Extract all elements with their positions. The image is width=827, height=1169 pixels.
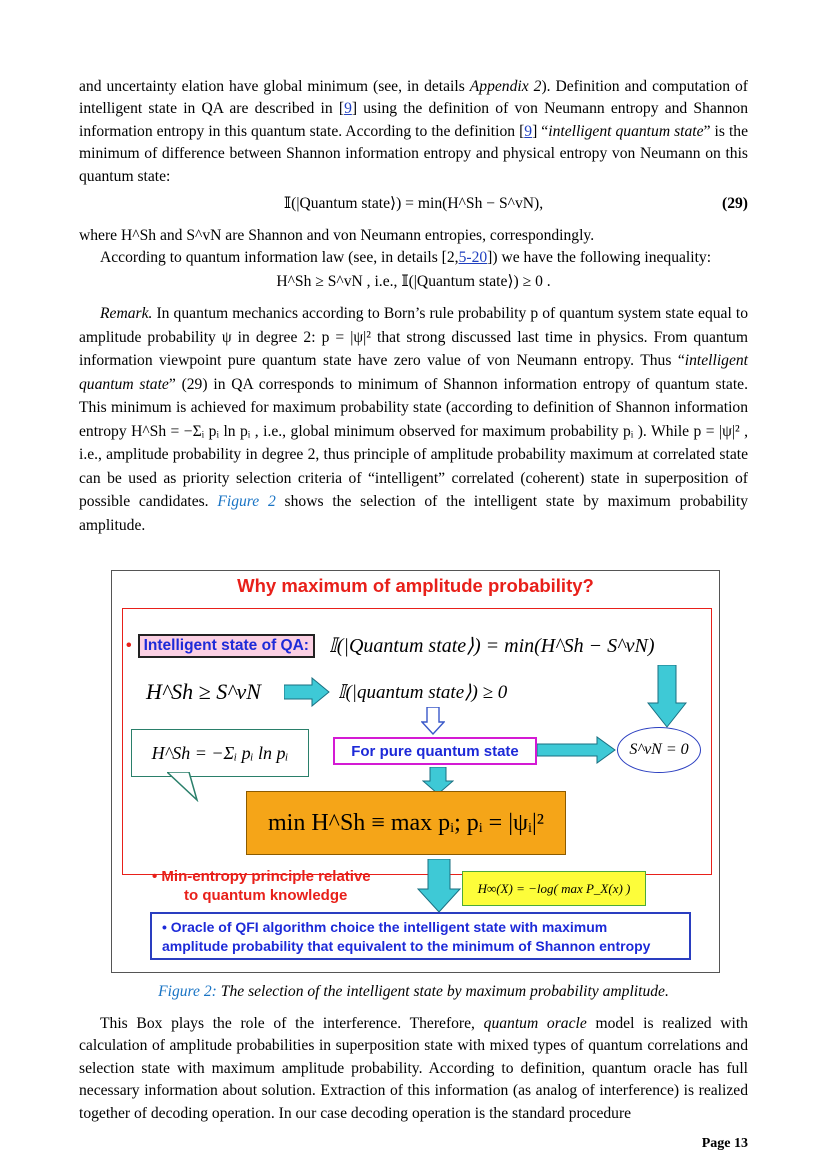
text-segment: In quantum mechanics according to Born’s rule probability p of quantum system state <box>152 305 694 322</box>
callout-tail-icon <box>167 772 207 802</box>
figure-eq-top: 𝕀(|Quantum state⟩) = min(H^Sh − S^vN) <box>328 635 655 657</box>
text-segment: equal to amplitude probability ψ in degree 2: p = |ψ|² that strong discussed last time in physics. From quantum information viewpoint pure quantum state have zero value of von Neumann entropy. Thus “ <box>79 305 749 369</box>
term-quantum-oracle: quantum oracle <box>483 1015 587 1032</box>
figure-eq-mid: 𝕀(|quantum state⟩) ≥ 0 <box>338 682 508 703</box>
intelligent-state-row <box>126 633 655 658</box>
orange-equation: min H^Sh ≡ max pᵢ; pᵢ = |ψᵢ|² <box>268 809 544 836</box>
paragraph-remark <box>79 302 748 537</box>
appendix-ref: Appendix 2 <box>469 78 542 95</box>
arrow-down-icon <box>647 665 687 729</box>
text-segment: ” is the minimum of difference between Shannon information entropy and physical entropy von Neumann on this quantum state: <box>79 122 749 185</box>
bullet: • <box>126 636 132 654</box>
min-entropy-principle <box>152 867 371 905</box>
where-text: where H^Sh and S^vN are Shannon and von Neumann entropies, correspondingly. <box>79 227 595 244</box>
citation-link-9[interactable]: 9 <box>344 100 352 118</box>
text-segment: and uncertainty elation have global minimum (see, in details <box>79 78 470 95</box>
term-intelligent-quantum-state: intelligent quantum state <box>548 122 704 140</box>
caption-label: Figure 2: <box>158 983 217 1000</box>
svn-zero: S^vN = 0 <box>629 741 689 758</box>
inequality-body: H^Sh ≥ S^vN , i.e., 𝕀(|Quantum state⟩) ≥ 0 . <box>276 272 551 290</box>
remark-label: Remark. <box>100 305 153 322</box>
arrow-down-icon <box>417 859 461 913</box>
citation-link-9[interactable]: 9 <box>524 122 533 140</box>
paragraph-intro <box>79 76 748 188</box>
shannon-definition: H^Sh = −Σᵢ pᵢ ln pᵢ <box>151 742 289 763</box>
equation-29-body: 𝕀(|Quantum state⟩) = min(H^Sh − S^vN), <box>283 194 544 212</box>
text-segment: maximum probability pᵢ ). While p = |ψ|² , i.e., amplitude probability in degree 2, thus principle of amplitude probability maximum at correlated state can be used as priority selection criteria of “intelligent” correlated (coherent) state in superposition of possible candidates. <box>79 422 749 510</box>
law-line <box>79 247 748 269</box>
min-entropy-line-1: • Min-entropy principle relative <box>152 868 371 885</box>
arrow-right-icon <box>284 677 330 707</box>
equation-29 <box>79 192 748 216</box>
figure-ineq-left: H^Sh ≥ S^vN <box>146 679 261 704</box>
text-segment: ]) we have the following inequality: <box>487 249 712 266</box>
oracle-box <box>150 912 691 960</box>
intelligent-state-label: Intelligent state of QA: <box>138 634 315 658</box>
figure-2 <box>111 570 720 973</box>
shannon-definition-box <box>131 729 309 777</box>
text-segment: ] “ <box>532 122 549 140</box>
oracle-line-2: amplitude probability that equivalent to the minimum of Shannon entropy <box>162 938 651 954</box>
inequality <box>79 270 748 294</box>
min-entropy-formula: H∞(X) = −log( max P_X(x) ) <box>477 880 631 896</box>
citation-link-5-20[interactable]: 5-20 <box>458 249 488 266</box>
text-segment: ). Definition and computation of intelligent state in QA are described in [ <box>79 78 748 118</box>
figure-caption <box>79 983 748 1001</box>
text-segment: According to quantum information law (see, in details [2, <box>100 249 459 266</box>
where-line <box>79 225 748 247</box>
pure-state-label: For pure quantum state <box>333 737 537 765</box>
text-segment: model is realized with calculation of amplitude probabilities in superposition state with mixed types of quantum correlations and selection state with maximum amplitude probability. According to definition, quantum oracle has full necessary information about solution. Extraction of this information (as analog of interference) is realized together of decoding operation. In our case decoding operation is the standard procedure <box>79 1015 748 1122</box>
page-number: Page 13 <box>701 1136 748 1151</box>
figure-title: Why maximum of amplitude probability? <box>237 575 594 596</box>
text-segment: This Box plays the role of the interference. Therefore, <box>100 1015 484 1032</box>
term-intelligent-quantum-state: intelligent quantum state <box>79 352 748 393</box>
paragraph-oracle <box>79 1013 748 1125</box>
max-probability-box <box>246 791 566 855</box>
equation-number: (29) <box>722 194 748 212</box>
min-entropy-line-2: to quantum knowledge <box>184 887 348 904</box>
text-segment: ] using the definition of von Neumann entropy and Shannon information entropy in this quantum state. According to the definition [ <box>79 100 748 140</box>
text-segment: ” (29) in QA corresponds to minimum of Shannon information entropy of quantum state. This minimum is achieved for maximum probability state (according to definition of Shannon information entropy H^Sh = −Σᵢ pᵢ ln pᵢ , i.e., global minimum observed for <box>79 375 748 440</box>
arrow-right-icon <box>537 735 617 765</box>
min-entropy-formula-box <box>462 871 646 906</box>
figure-2-link[interactable]: Figure 2 <box>217 493 276 510</box>
svn-zero-ellipse <box>617 727 701 773</box>
caption-text: The selection of the intelligent state by maximum probability amplitude. <box>216 983 669 1000</box>
text-segment: shows the selection of the intelligent state by maximum probability amplitude. <box>79 493 749 534</box>
oracle-line-1: • Oracle of QFI algorithm choice the intelligent state with maximum <box>162 919 608 935</box>
outline-arrow-down-icon <box>421 707 445 735</box>
